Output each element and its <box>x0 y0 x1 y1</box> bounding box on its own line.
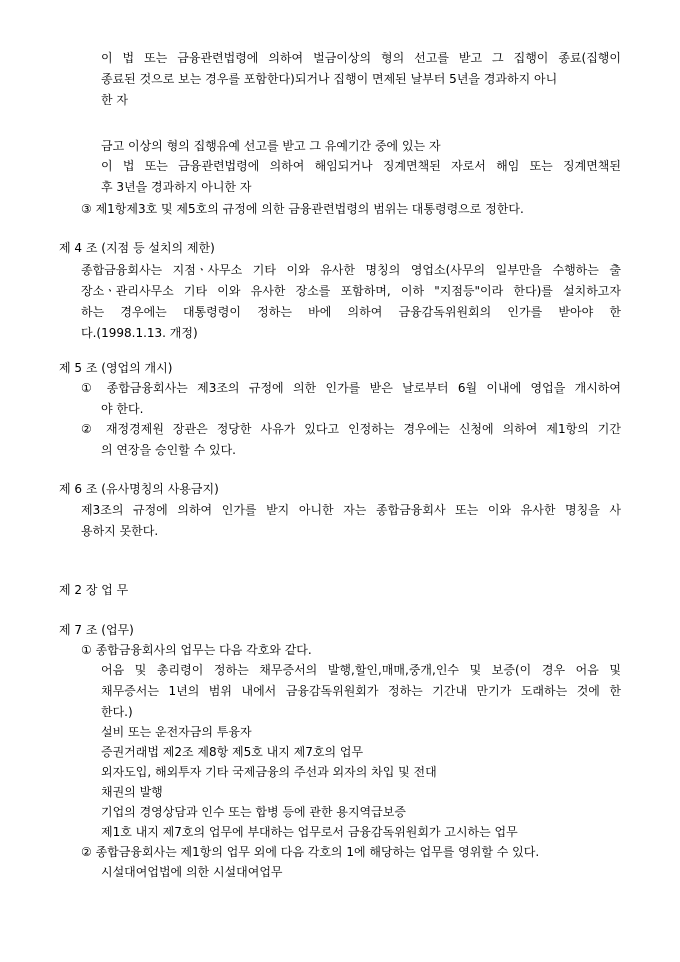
text-line: ② 재정경제원 장관은 정당한 사유가 있다고 인정하는 경우에는 신청에 의하여 제1항의 기간 <box>81 422 621 436</box>
text-line: 하는 경우에는 대통령령이 정하는 바에 의하여 금융감독위원회의 인가를 받아야 한 <box>81 305 621 319</box>
article-5-para-1 <box>0 378 680 420</box>
text-line: 금고 이상의 형의 집행유예 선고를 받고 그 유예기간 중에 있는 자 <box>101 139 441 153</box>
text-line: 채권의 발행 <box>101 785 163 799</box>
article-7-item-7 <box>0 822 680 843</box>
article-7-para-2-item-1 <box>0 862 680 883</box>
article-4-body <box>0 260 680 344</box>
text-line: 장소ㆍ관리사무소 기타 이와 유사한 장소를 포함하며, 이하 "지점등"이라 한다)를 설치하고자 <box>81 284 621 298</box>
article-3-item-c <box>0 156 680 198</box>
article-7-para-2 <box>0 842 680 863</box>
article-6-heading: 제 6 조 (유사명칭의 사용금지) <box>59 482 219 496</box>
text-line: 다.(1998.1.13. 개정) <box>81 326 198 340</box>
text-line: 용하지 못한다. <box>81 524 159 538</box>
text-line: ② 종합금융회사는 제1항의 업무 외에 다음 각호의 1에 해당하는 업무를 영위할 수 있다. <box>81 845 540 859</box>
text-line: 설비 또는 운전자금의 투융자 <box>101 725 252 739</box>
text-line: ③ 제1항제3호 및 제5호의 규정에 의한 금융관련법령의 범위는 대통령령으로 정한다. <box>81 202 524 216</box>
text-line: 의 연장을 승인할 수 있다. <box>101 443 236 457</box>
text-line: 이 법 또는 금융관련법령에 의하여 해임되거나 징계면책된 자로서 해임 또는 징계면책된 <box>101 159 621 173</box>
text-line: 외자도입, 해외투자 기타 국제금융의 주선과 외자의 차입 및 전대 <box>101 765 437 779</box>
article-7-item-6 <box>0 802 680 823</box>
text-line: 종합금융회사는 지점ㆍ사무소 기타 이와 유사한 명칭의 영업소(사무의 일부만을 수행하는 출 <box>81 263 621 277</box>
text-line: ① 종합금융회사의 업무는 다음 각호와 같다. <box>81 643 312 657</box>
text-line: 제3조의 규정에 의하여 인가를 받지 아니한 자는 종합금융회사 또는 이와 유사한 명칭을 사 <box>81 503 621 517</box>
text-line: 채무증서는 1년의 범위 내에서 금융감독위원회가 정하는 기간내 만기가 도래하는 것에 한 <box>101 684 621 698</box>
article-7-item-4 <box>0 762 680 783</box>
article-7-item-3 <box>0 742 680 763</box>
text-line: 증권거래법 제2조 제8항 제5호 내지 제7호의 업무 <box>101 745 364 759</box>
text-line: 제1호 내지 제7호의 업무에 부대하는 업무로서 금융감독위원회가 고시하는 업무 <box>101 825 518 839</box>
article-7-item-2 <box>0 722 680 743</box>
chapter-2-heading: 제 2 장 업 무 <box>59 583 129 597</box>
article-3-para-3 <box>0 199 680 220</box>
text-line: 시설대여업법에 의한 시설대여업무 <box>101 865 283 879</box>
text-line: 한다.) <box>101 705 133 719</box>
text-line: 어음 및 총리령이 정하는 채무증서의 발행,할인,매매,중개,인수 및 보증(이 경우 어음 및 <box>101 663 621 677</box>
article-7-item-1 <box>0 660 680 723</box>
article-6-body <box>0 500 680 542</box>
article-4-heading: 제 4 조 (지점 등 설치의 제한) <box>59 241 215 255</box>
text-line: 한 자 <box>101 93 128 107</box>
text-line: 야 한다. <box>101 402 144 416</box>
article-7-item-5 <box>0 782 680 803</box>
article-7-heading: 제 7 조 (업무) <box>59 623 134 637</box>
text-line: ① 종합금융회사는 제3조의 규정에 의한 인가를 받은 날로부터 6월 이내에 영업을 개시하여 <box>81 381 621 395</box>
text-line: 후 3년을 경과하지 아니한 자 <box>101 180 252 194</box>
article-5-heading: 제 5 조 (영업의 개시) <box>59 361 173 375</box>
article-3-item-a <box>0 48 680 111</box>
article-3-item-b <box>0 136 680 157</box>
article-5-para-2 <box>0 419 680 461</box>
text-line: 기업의 경영상담과 인수 또는 합병 등에 관한 용지역급보증 <box>101 805 406 819</box>
text-line: 종료된 것으로 보는 경우를 포함한다)되거나 집행이 면제된 날부터 5년을 경과하지 아니 <box>101 72 558 86</box>
article-7-para-1 <box>0 640 680 661</box>
text-line: 이 법 또는 금융관련법령에 의하여 벌금이상의 형의 선고를 받고 그 집행이 종료(집행이 <box>101 51 621 65</box>
